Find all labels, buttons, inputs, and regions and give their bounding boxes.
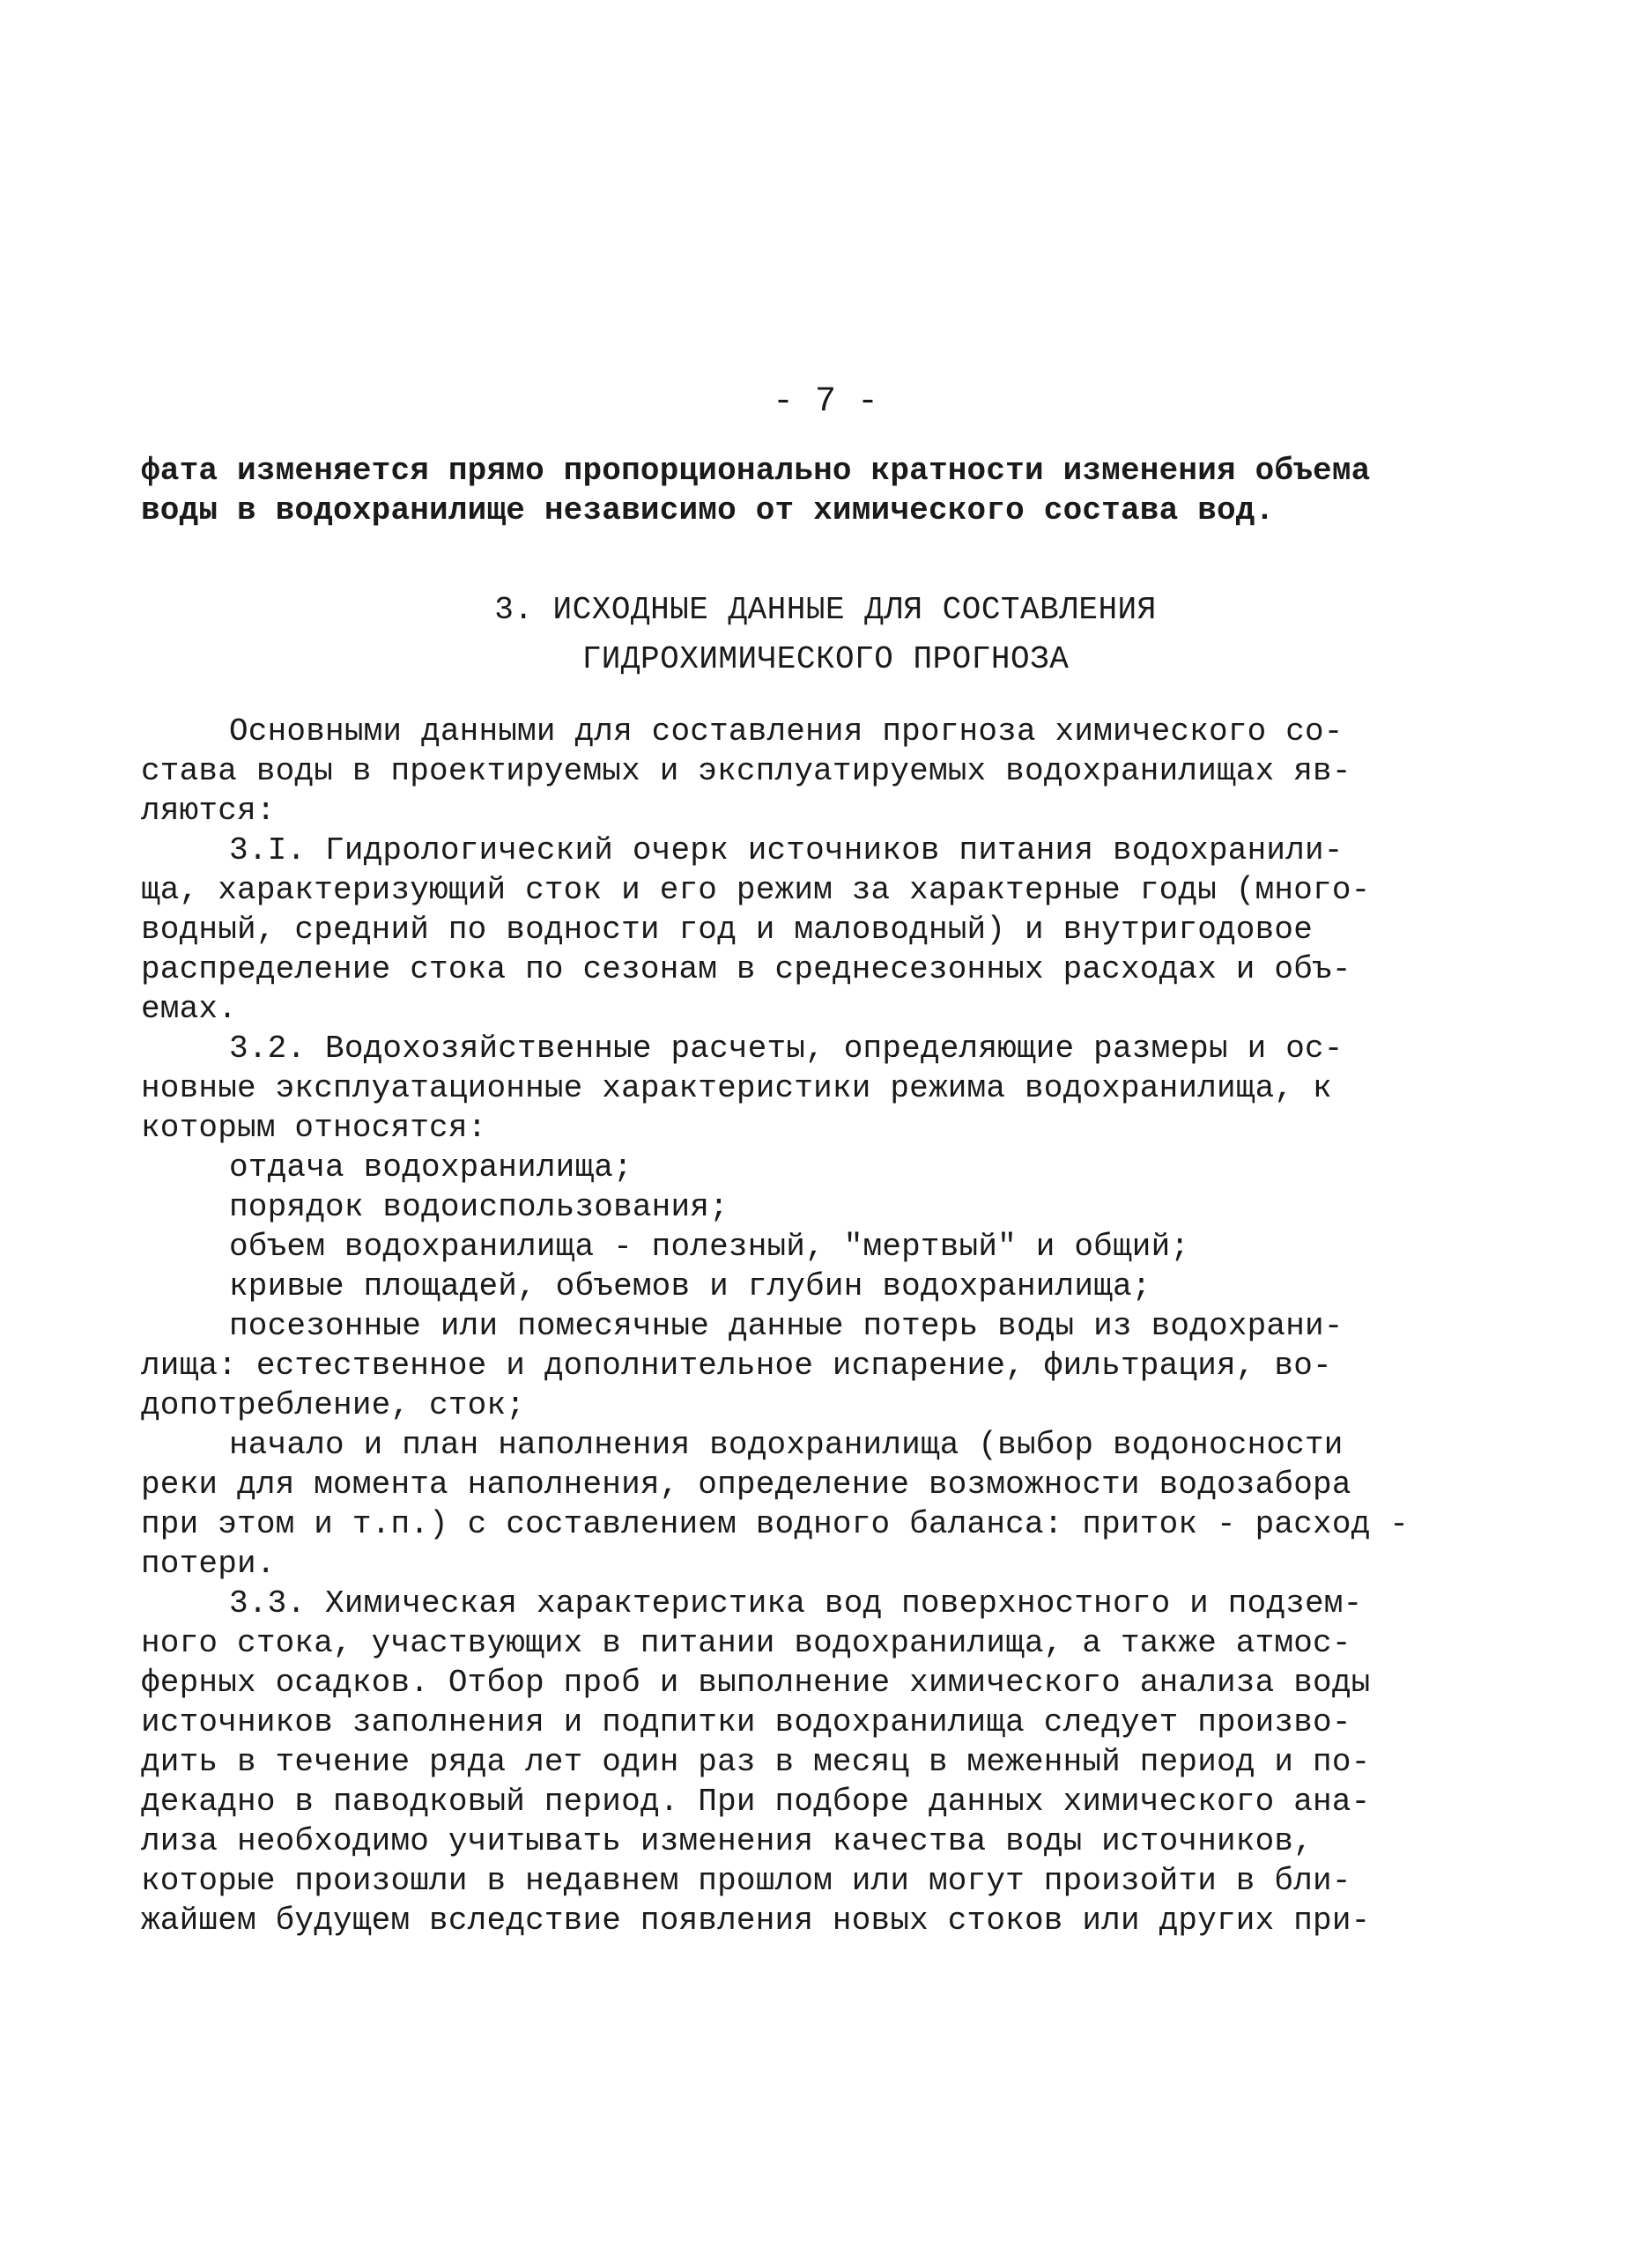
item-3-3-line: источников заполнения и подпитки водохранилища следует произво-: [141, 1704, 1351, 1740]
section-heading-line: 3. ИСХОДНЫЕ ДАННЫЕ ДЛЯ СОСТАВЛЕНИЯ: [494, 592, 1157, 628]
intro-text: [141, 451, 1371, 530]
item-3-3-line: жайшем будущем вследствие появления новых стоков или других при-: [141, 1902, 1371, 1939]
text-line: фата изменяется прямо пропорционально кратности изменения объема: [141, 453, 1371, 489]
item-3-1-line: 3.I. Гидрологический очерк источников питания водохранили-: [229, 832, 1344, 868]
losses-line: лища: естественное и дополнительное испарение, фильтрация, во-: [141, 1348, 1332, 1384]
item-3-3-line: ного стока, участвующих в питании водохранилища, а также атмос-: [141, 1625, 1351, 1661]
item-3-2-line: которым относятся:: [141, 1110, 487, 1146]
item-3-3-line: 3.3. Химическая характеристика вод поверхностного и подзем-: [229, 1585, 1363, 1622]
list-item: отдача водохранилища;: [229, 1149, 633, 1186]
item-3-1-line: водный, средний по водности год и маловодный) и внутригодовое: [141, 912, 1314, 948]
section-heading-line: ГИДРОХИМИЧЕСКОГО ПРОГНОЗА: [581, 641, 1070, 677]
item-3-2-line: 3.2. Водохозяйственные расчеты, определяющие размеры и ос-: [229, 1031, 1344, 1067]
item-3-1-line: емах.: [141, 991, 238, 1027]
text-line: Основными данными для составления прогноза химического со-: [229, 713, 1344, 750]
list-item: кривые площадей, объемов и глубин водохранилища;: [229, 1268, 1151, 1304]
item-3-3-line: лиза необходимо учитывать изменения качества воды источников,: [141, 1823, 1314, 1859]
text-line: воды в водохранилище независимо от химического состава вод.: [141, 492, 1275, 528]
losses-line: допотребление, сток;: [141, 1387, 526, 1423]
filling-line: при этом и т.п.) с составлением водного баланса: приток - расход -: [141, 1506, 1410, 1542]
filling-line: потери.: [141, 1546, 276, 1582]
filling-line: реки для момента наполнения, определение возможности водозабора: [141, 1466, 1351, 1503]
section-heading: [0, 586, 1651, 684]
item-3-3-line: которые произошли в недавнем прошлом или могут произойти в бли-: [141, 1863, 1351, 1899]
item-3-3-line: дить в течение ряда лет один раз в месяц в меженный период и по-: [141, 1744, 1371, 1780]
filling-line: начало и план наполнения водохранилища (выбор водоносности: [229, 1427, 1344, 1463]
item-3-3-line: ферных осадков. Отбор проб и выполнение химического анализа воды: [141, 1665, 1371, 1701]
item-3-3-line: декадно в паводковый период. При подборе данных химического ана-: [141, 1784, 1371, 1820]
item-3-1-line: распределение стока по сезонам в среднесезонных расходах и объ-: [141, 951, 1351, 987]
page-number: - 7 -: [772, 382, 879, 422]
list-item: порядок водоиспользования;: [229, 1189, 729, 1225]
text-line: става воды в проектируемых и эксплуатируемых водохранилищах яв-: [141, 753, 1351, 789]
item-3-1-line: ща, характеризующий сток и его режим за характерные годы (много-: [141, 872, 1371, 908]
losses-line: посезонные или помесячные данные потерь воды из водохрани-: [229, 1308, 1344, 1344]
body-text: [141, 712, 1410, 1940]
item-3-2-line: новные эксплуатационные характеристики режима водохранилища, к: [141, 1070, 1332, 1106]
text-line: ляются:: [141, 793, 276, 829]
list-item: объем водохранилища - полезный, "мертвый" и общий;: [229, 1229, 1190, 1265]
